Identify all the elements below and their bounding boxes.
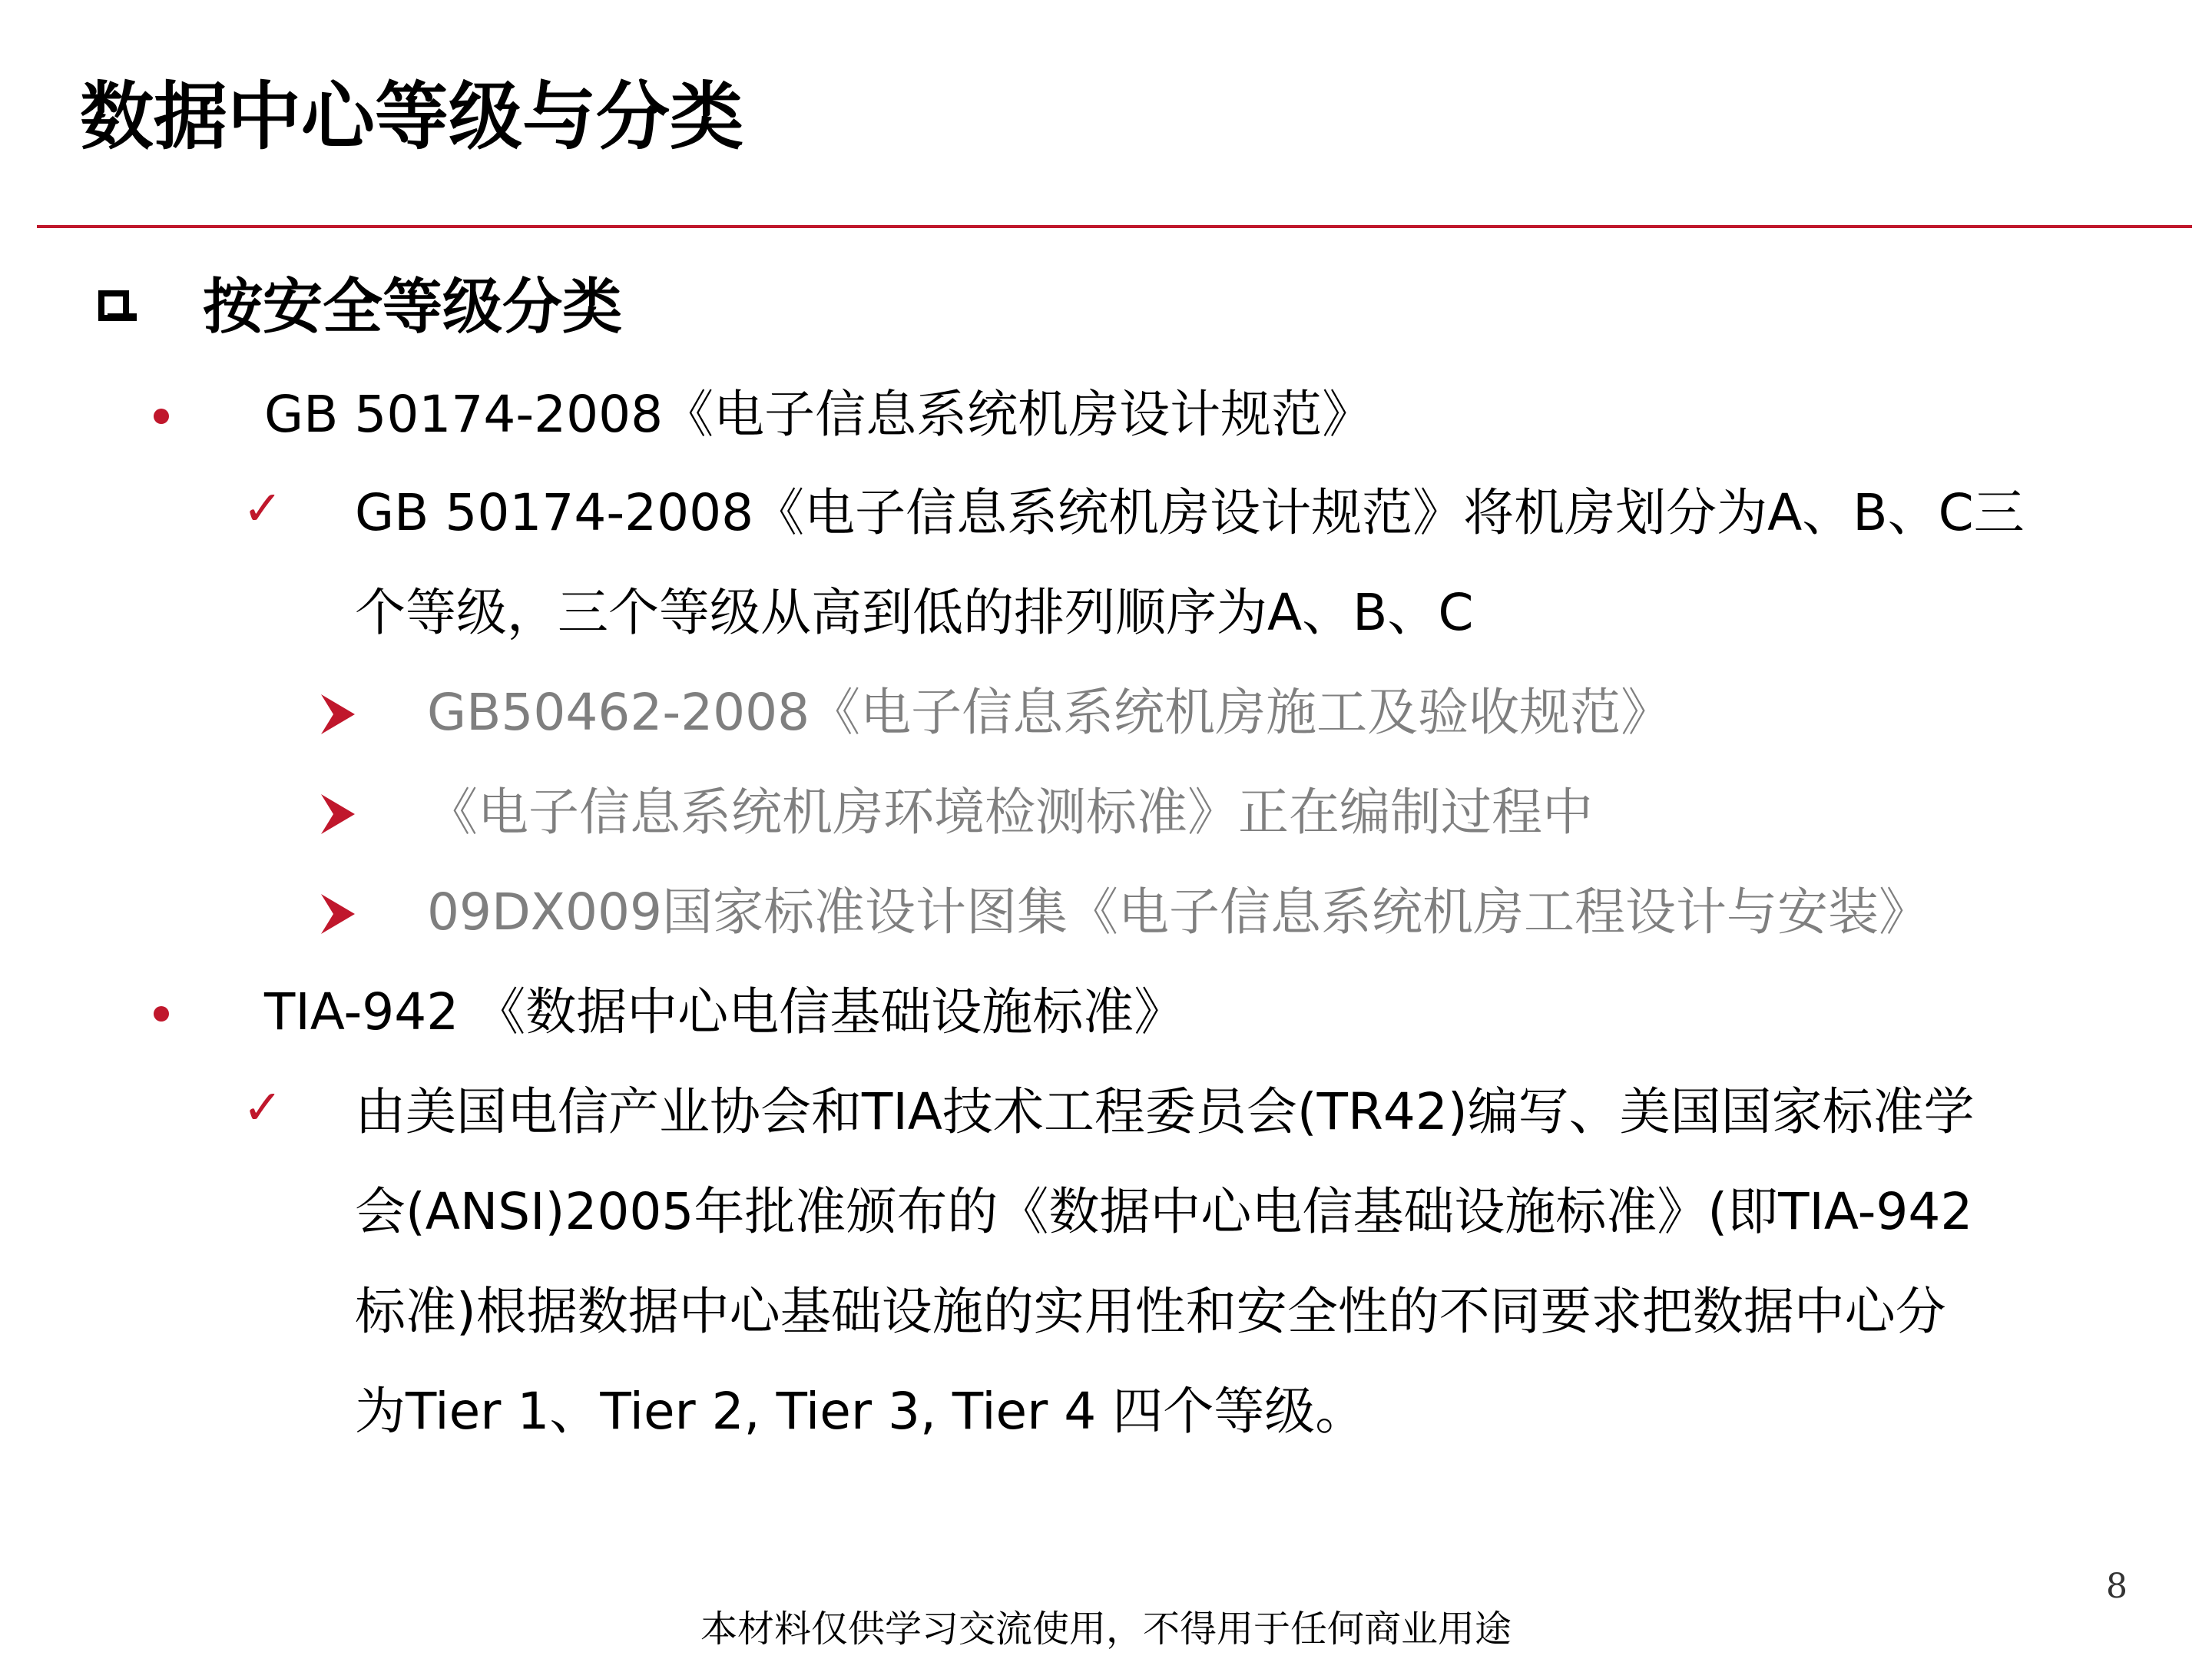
slide-title: 数据中心等级与分类 (80, 74, 743, 160)
gb-detail-line-1: GB 50174-2008《电子信息系统机房设计规范》将机房划分为A、B、C三 (355, 483, 2025, 542)
arrow-bullet-icon (320, 793, 356, 836)
tia-detail-line: 会(ANSI)2005年批准颁布的《数据中心电信基础设施标准》(即TIA-942 (355, 1182, 1973, 1241)
hollow-square-bullet-icon (98, 290, 129, 321)
dot-bullet-icon (154, 1006, 169, 1022)
check-mark-icon: ✓ (243, 1079, 283, 1135)
tia-detail-line: 标准)根据数据中心基础设施的实用性和安全性的不同要求把数据中心分 (355, 1282, 1946, 1341)
title-divider (37, 225, 2192, 228)
section-heading: 按安全等级分类 (203, 273, 623, 342)
check-mark-icon: ✓ (243, 480, 283, 536)
footer-disclaimer: 本材料仅供学习交流使用，不得用于任何商业用途 (700, 1608, 1512, 1651)
dot-bullet-icon (154, 409, 169, 424)
tia-detail-line: 由美国电信产业协会和TIA技术工程委员会(TR42)编写、美国国家标准学 (355, 1082, 1975, 1141)
arrow-bullet-icon (320, 892, 356, 935)
gb-sub-item: GB50462-2008《电子信息系统机房施工及验收规范》 (427, 683, 1672, 742)
tia-detail-line: 为Tier 1、Tier 2, Tier 3, Tier 4 四个等级。 (355, 1382, 1366, 1441)
gb-detail-line-2: 个等级，三个等级从高到低的排列顺序为A、B、C (355, 583, 1474, 642)
page-number: 8 (2106, 1567, 2128, 1606)
arrow-bullet-icon (320, 693, 356, 736)
tia-standard-item: TIA-942 《数据中心电信基础设施标准》 (264, 982, 1185, 1041)
gb-standard-item: GB 50174-2008《电子信息系统机房设计规范》 (264, 385, 1373, 444)
gb-sub-item: 09DX009国家标准设计图集《电子信息系统机房工程设计与安装》 (427, 882, 1929, 942)
gb-sub-item: 《电子信息系统机房环境检测标准》正在编制过程中 (427, 783, 1593, 842)
